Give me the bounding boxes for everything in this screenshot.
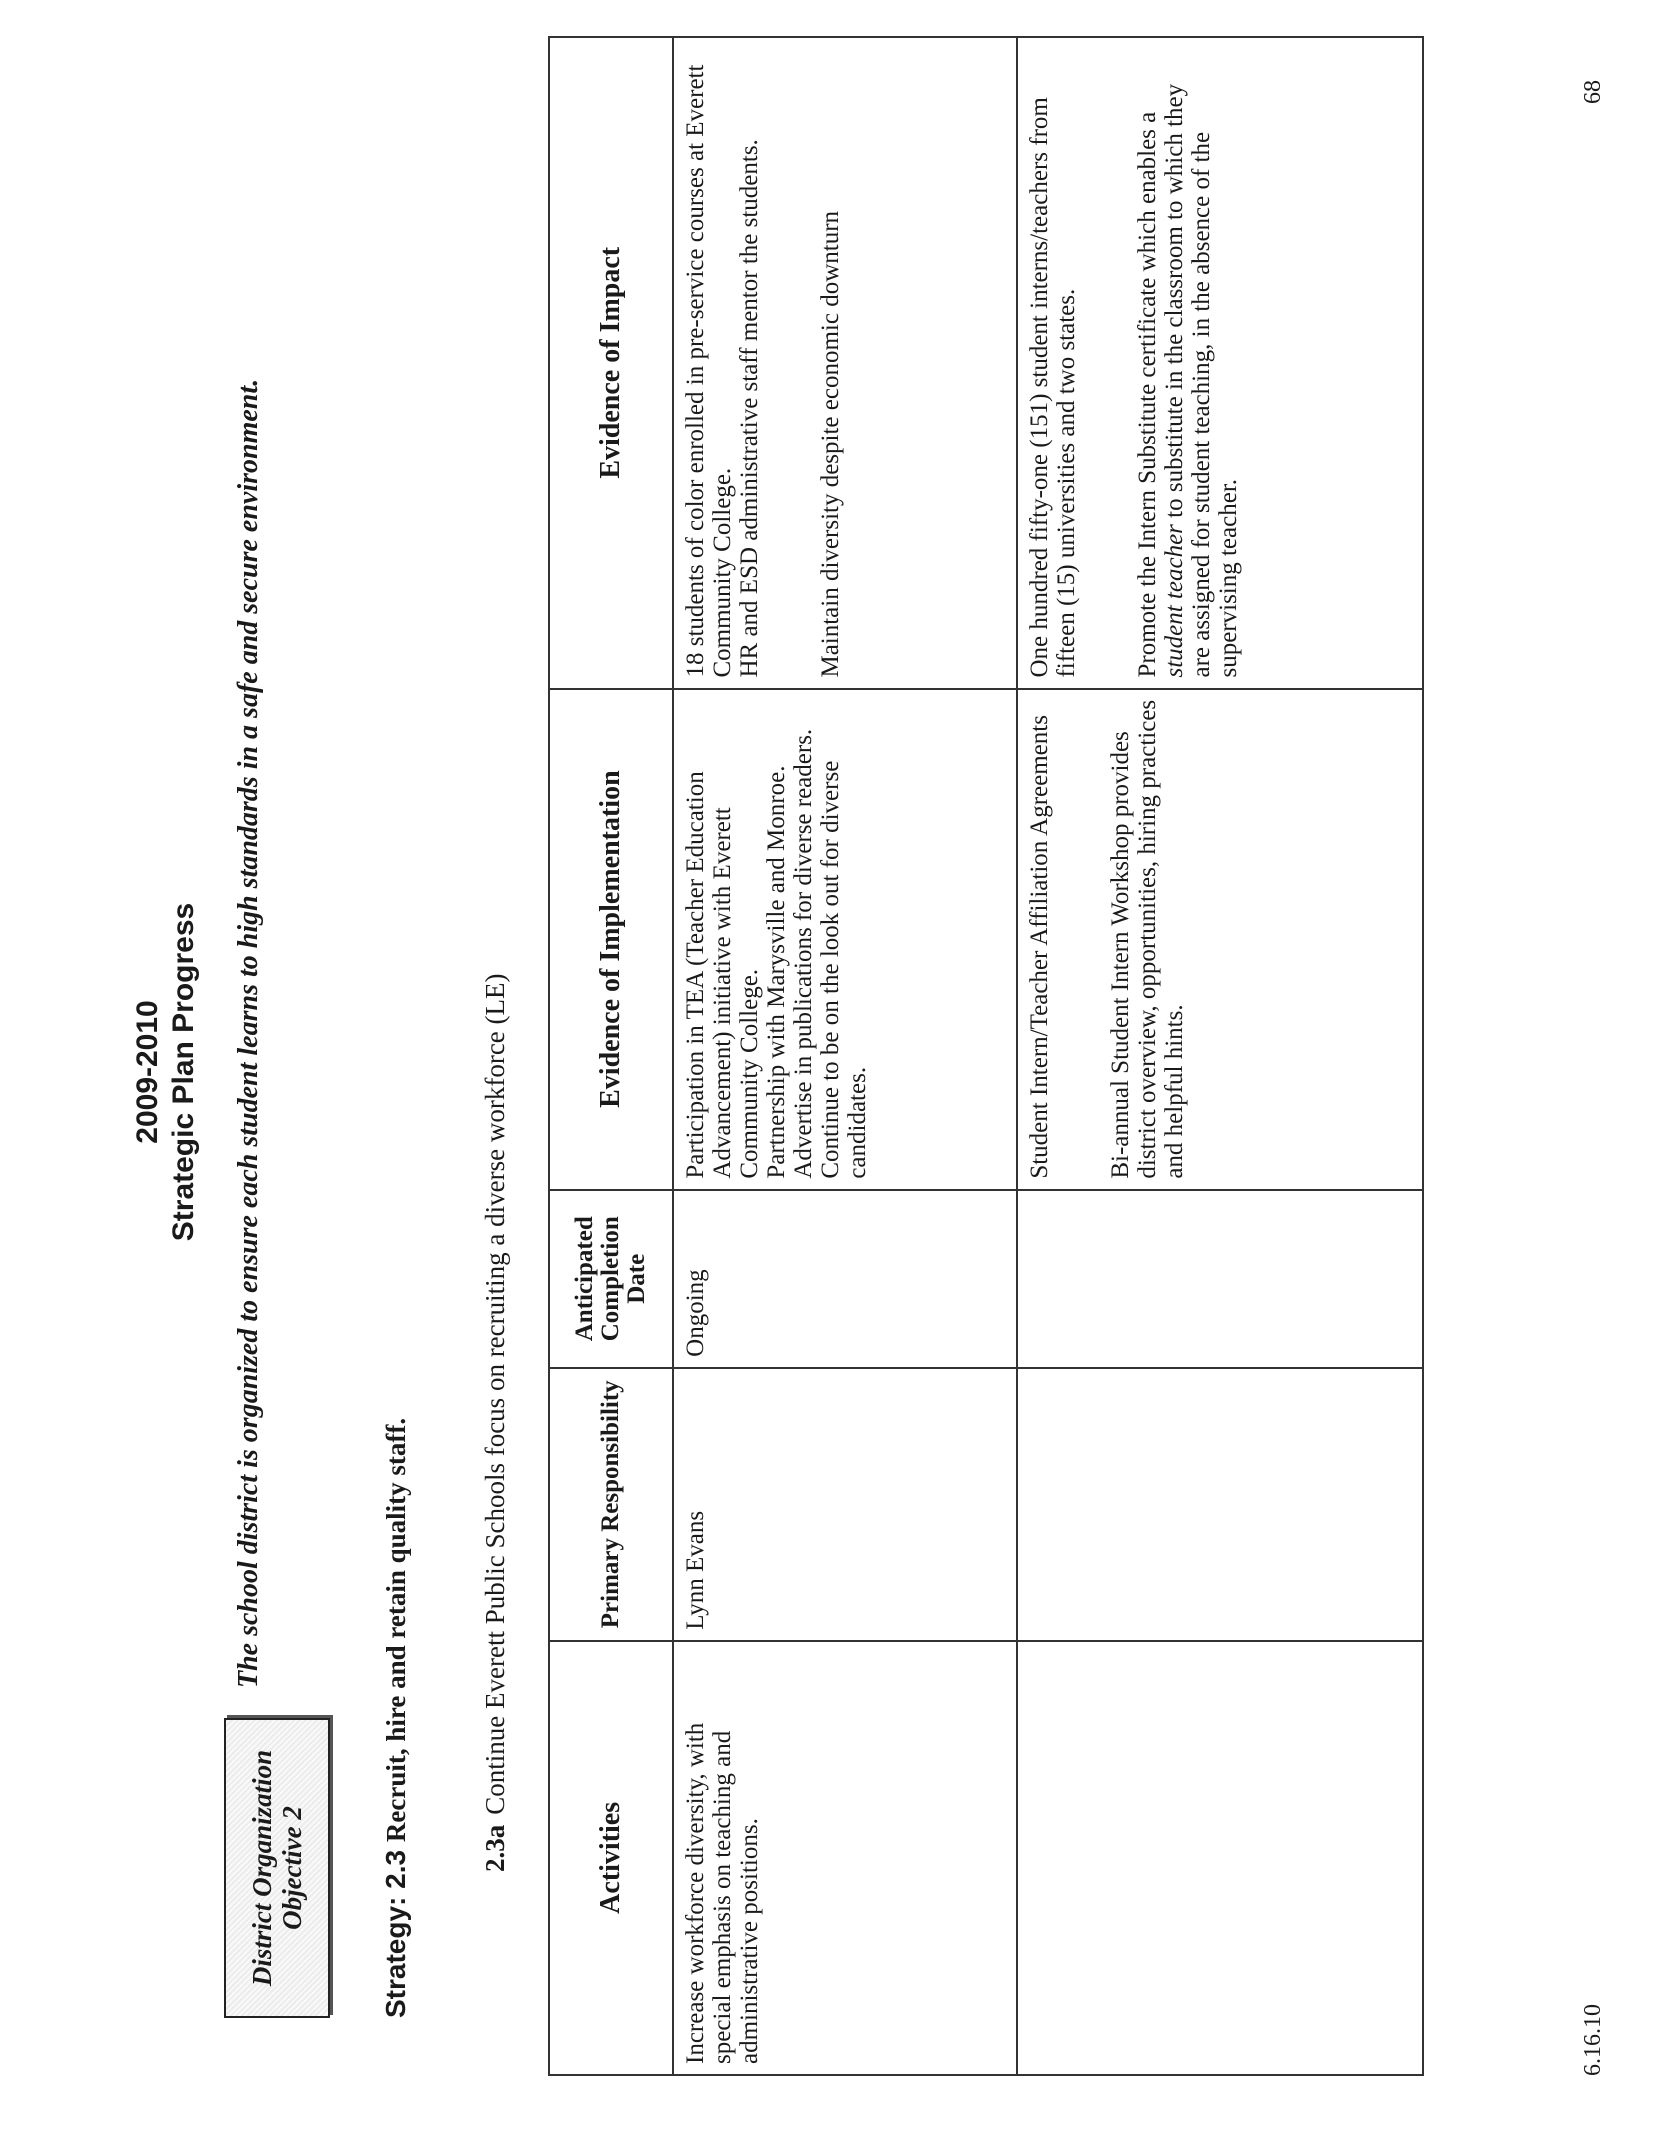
- impact-cell: [673, 37, 1017, 689]
- impact-item: Maintain diversity despite economic downturn: [817, 210, 844, 678]
- objective-box: [224, 1718, 330, 2018]
- implementation-item: Partnership with Marysville and Monroe.: [763, 765, 790, 1179]
- implementation-item: Participation in TEA (Teacher Education Advancement) initiative with Everett Community College.: [682, 771, 763, 1179]
- objective-line-2: Objective 2: [277, 1806, 307, 1930]
- header-completion: Anticipated Completion Date: [549, 1190, 673, 1368]
- strategy-number: 2.3: [380, 1849, 411, 1889]
- table-row: [673, 37, 1017, 2075]
- impact-item: [1134, 48, 1242, 678]
- substrategy-line: [480, 973, 511, 1872]
- header-responsibility: Primary Responsibility: [549, 1368, 673, 1641]
- implementation-item: Bi-annual Student Intern Workshop provides district overview, opportunities, hiring practices and helpful hints.: [1107, 699, 1188, 1179]
- impact-item: 18 students of color enrolled in pre-service courses at Everett Community College.: [682, 64, 736, 678]
- implementation-item: Continue to be on the look out for diverse candidates.: [817, 760, 871, 1179]
- impact-text-part: to substitute in the classroom to which they are assigned for student teaching, in the absence of the supervising teacher.: [1161, 83, 1242, 678]
- implementation-cell: [1017, 689, 1423, 1190]
- table-row: [1017, 37, 1423, 2075]
- impact-item: One hundred fifty-one (151) student interns/teachers from fifteen (15) universities and two states.: [1026, 97, 1080, 678]
- header-impact: Evidence of Impact: [549, 37, 673, 689]
- impact-text-part: Promote the Intern Substitute certificate which enables a: [1134, 111, 1161, 678]
- header-implementation: Evidence of Implementation: [549, 689, 673, 1190]
- responsibility-cell: Lynn Evans: [673, 1368, 1017, 1641]
- spacer: [763, 48, 817, 678]
- header-year: 2009-2010: [131, 1000, 164, 1144]
- page-number: 68: [1580, 80, 1606, 104]
- strategic-plan-table: [548, 36, 1424, 2076]
- strategy-text: Recruit, hire and retain quality staff.: [381, 1417, 411, 1843]
- spacer: [1080, 48, 1134, 678]
- impact-cell: [1017, 37, 1423, 689]
- substrategy-text: Continue Everett Public Schools focus on recruiting a diverse workforce (LE): [480, 973, 510, 1815]
- table-header-row: [549, 37, 673, 2075]
- spacer: [1053, 700, 1107, 1179]
- page-header: [130, 0, 202, 2144]
- responsibility-cell: [1017, 1368, 1423, 1641]
- header-title: Strategic Plan Progress: [167, 902, 200, 1242]
- header-activities: Activities: [549, 1641, 673, 2075]
- impact-italic-term: student teacher: [1161, 524, 1188, 678]
- completion-cell: [1017, 1190, 1423, 1368]
- implementation-item: Advertise in publications for diverse readers.: [790, 728, 817, 1179]
- objective-line-1: District Organization: [247, 1749, 277, 1987]
- footer-date: 6.16.10: [1580, 2004, 1606, 2076]
- completion-cell: Ongoing: [673, 1190, 1017, 1368]
- strategy-line: [380, 1418, 412, 2018]
- activity-cell: Increase workforce diversity, with special emphasis on teaching and administrative positions.: [673, 1641, 1017, 2075]
- activity-cell: [1017, 1641, 1423, 2075]
- implementation-item: Student Intern/Teacher Affiliation Agreements: [1026, 715, 1053, 1179]
- implementation-cell: [673, 689, 1017, 1190]
- strategy-label: Strategy:: [380, 1896, 411, 2018]
- impact-item: HR and ESD administrative staff mentor the students.: [736, 139, 763, 678]
- goal-statement: The school district is organized to ensure each student learns to high standards in a safe and secure environment.: [233, 378, 264, 1688]
- substrategy-number: 2.3a: [480, 1824, 510, 1872]
